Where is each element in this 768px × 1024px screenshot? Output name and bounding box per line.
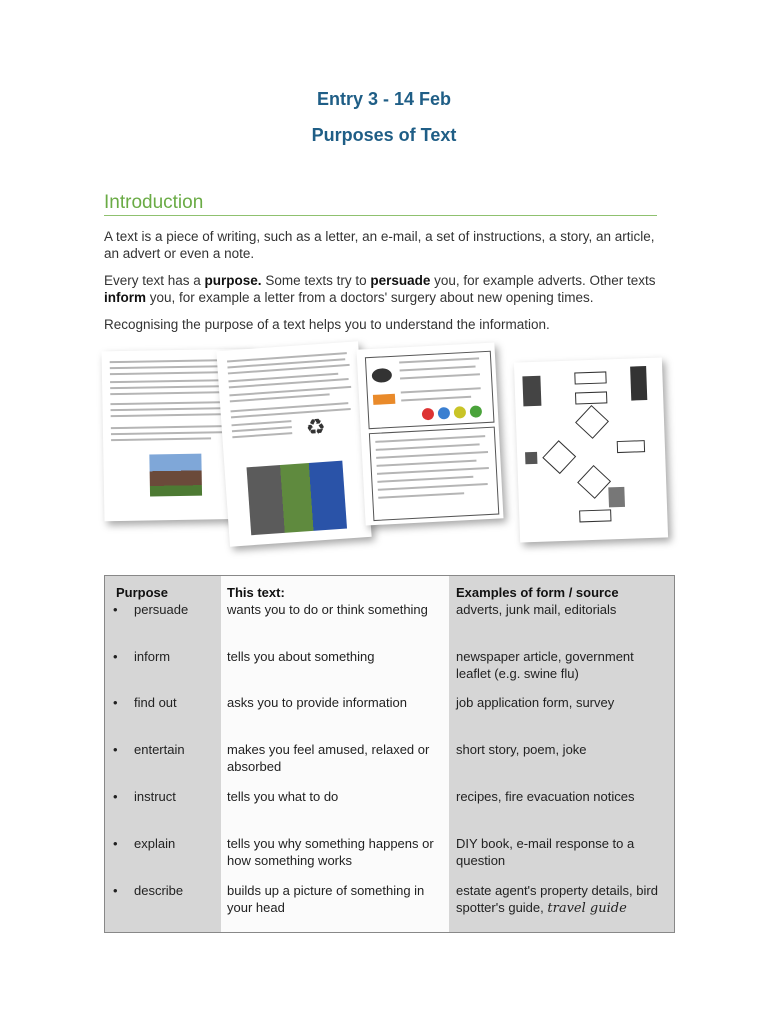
- example-cell: estate agent's property details, bird spotter's guide, travel guide: [456, 883, 658, 916]
- recycle-icon: ♻: [305, 413, 327, 441]
- recycling-bins-photo: [247, 461, 348, 536]
- purpose-cell: explain: [134, 836, 176, 851]
- page-title: Entry 3 - 14 Feb: [316, 89, 452, 109]
- house-photo: [149, 454, 202, 497]
- purpose-cell: find out: [134, 695, 177, 710]
- purpose-cell: persuade: [134, 602, 189, 617]
- header-purpose: Purpose: [116, 585, 169, 600]
- purposes-table: Purpose This text: Examples of form / source • persuade wants you to do or think something adverts, junk mail, editorials • inform tells you about something newspaper article, government leaflet (e.g. swine flu) • find out asks you to provide information job application form, survey • entertain makes you feel amused, relaxed or absorbed short story, poem, joke • instruct tells you what to do recipes, fire evacuation notices • explain tells you why something happens or how something works DIY book, e-mail response to a question • describe builds up a picture of something in your head estate agent's property details, bird spotter's guide, travel guide: [104, 575, 675, 933]
- handwritten-addition: travel guide: [547, 901, 627, 916]
- description-cell: builds up a picture of something in your head: [227, 883, 425, 915]
- example-cell: newspaper article, government leaflet (e.g. swine flu): [456, 649, 634, 681]
- description-cell: tells you why something happens or how something works: [227, 836, 434, 868]
- description-cell: wants you to do or think something: [227, 602, 428, 617]
- intro-paragraph-3: Recognising the purpose of a text helps you to understand the information.: [104, 317, 550, 332]
- purpose-cell: entertain: [134, 742, 185, 757]
- example-cell: adverts, junk mail, editorials: [456, 602, 617, 617]
- description-cell: asks you to provide information: [227, 695, 407, 710]
- introduction-heading: Introduction: [104, 192, 204, 213]
- example-cell: job application form, survey: [456, 695, 615, 710]
- intro-paragraph-1: A text is a piece of writing, such as a letter, an e-mail, a set of instructions, a story, an article, an advert or even a note.: [104, 229, 655, 261]
- header-this-text: This text:: [227, 585, 285, 600]
- recipe-thumbnail: [356, 343, 503, 526]
- purpose-cell: describe: [134, 883, 184, 898]
- purpose-cell: instruct: [134, 789, 176, 804]
- intro-paragraph-2: Every text has a purpose. Some texts try to persuade you, for example adverts. Other texts inform you, for example a letter from a doctors' surgery about new opening times.: [104, 273, 656, 305]
- page-subtitle: Purposes of Text: [311, 125, 457, 145]
- description-cell: tells you about something: [227, 649, 375, 664]
- leaflet-thumbnail: [216, 341, 371, 546]
- description-cell: tells you what to do: [227, 789, 339, 804]
- heading-divider: [104, 215, 657, 216]
- flowchart-thumbnail: [514, 357, 668, 542]
- example-cell: recipes, fire evacuation notices: [456, 789, 635, 804]
- purpose-cell: inform: [134, 649, 171, 664]
- description-cell: makes you feel amused, relaxed or absorbed: [227, 742, 430, 774]
- header-examples: Examples of form / source: [456, 585, 619, 600]
- example-texts-illustration: [95, 342, 675, 552]
- example-cell: DIY book, e-mail response to a question: [456, 836, 635, 868]
- example-cell: short story, poem, joke: [456, 742, 587, 757]
